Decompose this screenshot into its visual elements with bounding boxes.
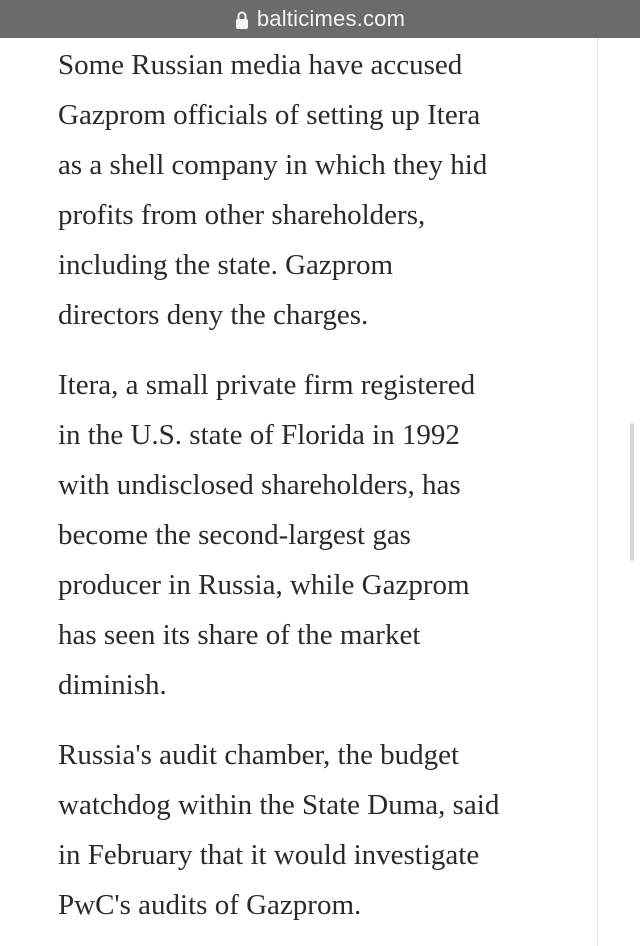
paragraph-line: in February that it would investigate	[58, 839, 480, 871]
paragraph-line: Itera, a small private firm registered	[58, 369, 476, 401]
article-paragraph-3	[58, 730, 558, 930]
paragraph-line: producer in Russia, while Gazprom	[58, 569, 470, 601]
paragraph-line: in the U.S. state of Florida in 1992	[58, 419, 460, 451]
article-paragraph-2	[58, 360, 558, 710]
paragraph-line: as a shell company in which they hid	[58, 149, 488, 181]
article-paragraph-1	[58, 40, 558, 340]
paragraph-line: Russia's audit chamber, the budget	[58, 739, 460, 771]
paragraph-line: including the state. Gazprom	[58, 249, 394, 281]
paragraph-line: become the second-largest gas	[58, 519, 411, 551]
scrollbar[interactable]	[630, 423, 634, 561]
paragraph-line: profits from other shareholders,	[58, 199, 426, 231]
content-divider	[597, 38, 598, 946]
paragraph-line: watchdog within the State Duma, said	[58, 789, 500, 821]
paragraph-line: with undisclosed shareholders, has	[58, 469, 461, 501]
url-text[interactable]: balticimes.com	[256, 6, 406, 31]
browser-address-bar[interactable]	[0, 0, 640, 38]
paragraph-line: directors deny the charges.	[58, 299, 369, 331]
paragraph-line: PwC's audits of Gazprom.	[58, 889, 362, 921]
paragraph-line: Some Russian media have accused	[58, 49, 463, 81]
lock-icon	[235, 10, 249, 30]
paragraph-line: diminish.	[58, 669, 167, 701]
paragraph-line: Gazprom officials of setting up Itera	[58, 99, 481, 131]
article-content	[0, 38, 640, 946]
paragraph-line: has seen its share of the market	[58, 619, 421, 651]
